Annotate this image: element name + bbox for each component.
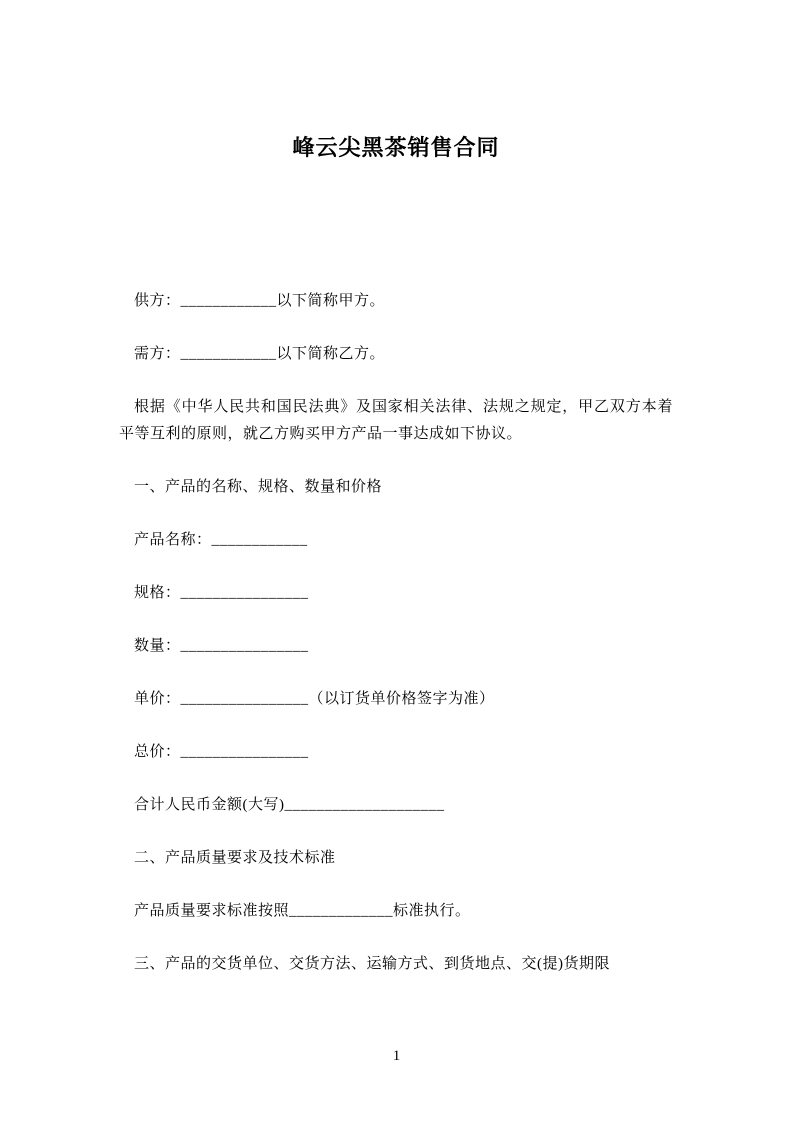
total-price-line: 总价：________________ — [134, 744, 309, 760]
section-1-heading: 一、产品的名称、规格、数量和价格 — [134, 479, 383, 495]
quality-standard-line: 产品质量要求标准按照_____________标准执行。 — [134, 903, 471, 919]
page-number: 1 — [392, 1048, 401, 1064]
amount-in-words-line: 合计人民币金额(大写)____________________ — [134, 797, 445, 813]
quantity-line: 数量：________________ — [134, 638, 309, 654]
spec-line: 规格：________________ — [134, 585, 309, 601]
buyer-line: 需方：____________以下简称乙方。 — [134, 346, 386, 362]
preamble-paragraph: 根据《中华人民共和国民法典》及国家相关法律、法规之规定，甲乙双方本着平等互利的原则，就乙方购买甲方产品一事达成如下协议。 — [119, 399, 673, 442]
section-2-heading: 二、产品质量要求及技术标准 — [134, 850, 336, 866]
unit-price-line: 单价：________________（以订货单价格签字为准） — [134, 691, 495, 707]
document-content — [0, 132, 793, 978]
supplier-line: 供方：____________以下简称甲方。 — [134, 293, 386, 309]
section-3-heading: 三、产品的交货单位、交货方法、运输方式、到货地点、交(提)货期限 — [134, 956, 610, 972]
product-name-line: 产品名称：____________ — [134, 532, 308, 548]
document-title: 峰云尖黑茶销售合同 — [292, 135, 500, 160]
